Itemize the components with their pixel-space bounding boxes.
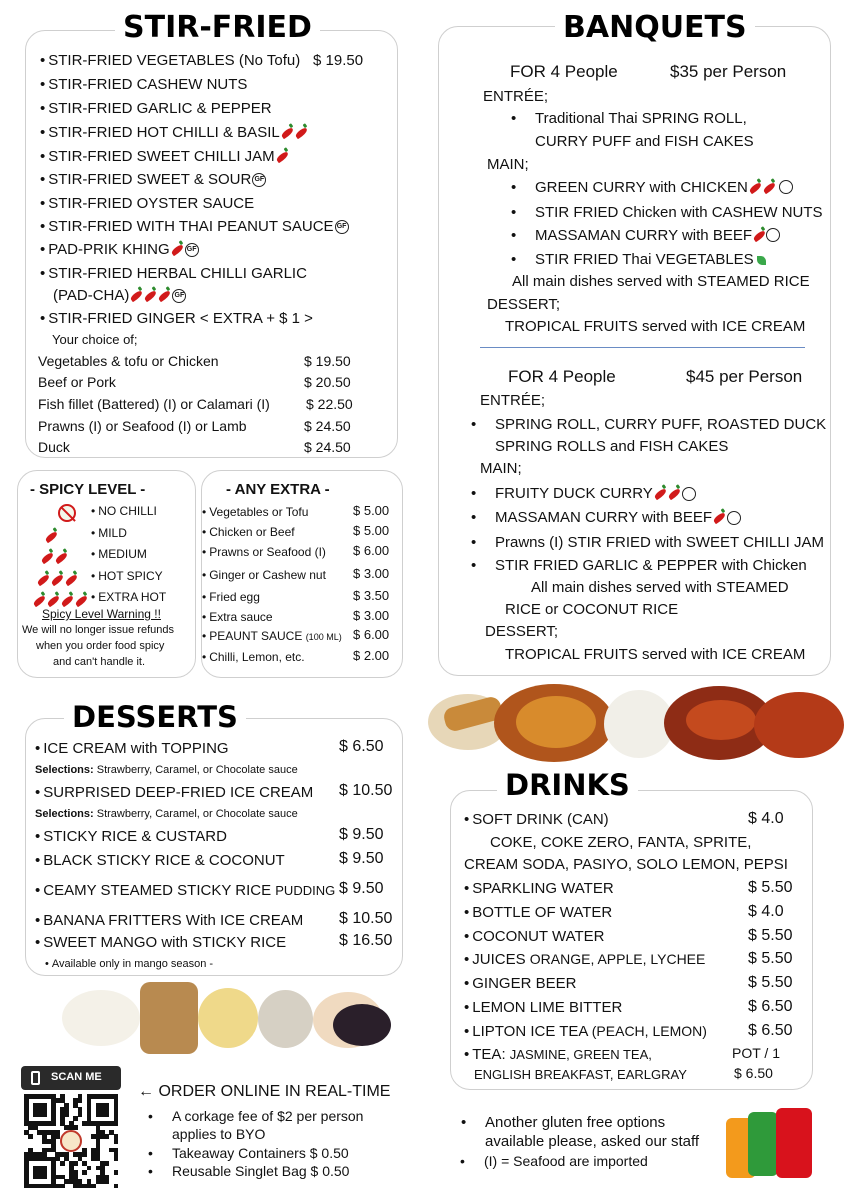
- chili-icon: [64, 574, 78, 586]
- drink-item-price: $ 5.50: [748, 879, 793, 896]
- banquet2-main-text: Prawns (I) STIR FRIED with SWEET CHILLI JAM: [495, 534, 824, 551]
- extra-item: [202, 590, 260, 604]
- corkage-note: • A corkage fee of $2 per person: [172, 1108, 363, 1124]
- drink-item: [464, 975, 576, 992]
- stir-fried-item: [40, 310, 313, 327]
- gluten-free-icon: GF: [185, 243, 199, 257]
- dessert-item: [35, 740, 229, 757]
- stir-fried-item-name: • STIR-FRIED GARLIC & PEPPER: [40, 100, 272, 117]
- tea-price-2: $ 6.50: [734, 1065, 773, 1081]
- extra-item-price: $ 6.00: [353, 543, 390, 558]
- extra-item: [202, 610, 273, 624]
- qr-module: [42, 1175, 47, 1180]
- drink-item-name: SPARKLING WATER: [472, 880, 614, 897]
- banquet1-main-label: MAIN;: [487, 156, 529, 173]
- dessert-item-price: $ 10.50: [339, 910, 393, 927]
- banquet2-dessert: TROPICAL FRUITS served with ICE CREAM: [505, 646, 806, 663]
- banquet1-entree-line-1: • Traditional Thai SPRING ROLL,: [535, 110, 747, 127]
- dessert-item-price: $ 9.50: [339, 826, 384, 843]
- banquet-divider: [480, 347, 805, 348]
- drink-item-price: $ 5.50: [748, 974, 793, 991]
- takeaway-note: • Takeaway Containers $ 0.50: [172, 1145, 349, 1161]
- extra-item-price: $ 3.00: [353, 608, 390, 623]
- stir-fried-item-name: • STIR-FRIED VEGETABLES (No Tofu): [40, 52, 300, 69]
- extra-item-price: $ 6.00: [353, 627, 390, 642]
- banquet1-main-item: [535, 227, 766, 244]
- chili-icon: [36, 574, 50, 586]
- stir-fried-item-name: • STIR-FRIED OYSTER SAUCE: [40, 195, 254, 212]
- chili-icon: [280, 127, 294, 139]
- stir-fried-item-name: • STIR-FRIED CASHEW NUTS: [40, 76, 247, 93]
- gluten-free-icon: GF: [252, 173, 266, 187]
- dessert-item: [35, 784, 313, 801]
- extra-item-name: Vegetables or Tofu: [209, 505, 309, 519]
- drink-item: [464, 951, 705, 968]
- banquet2-main-item: [495, 485, 696, 502]
- qr-module: [105, 1134, 110, 1139]
- stir-fried-item-name: • STIR-FRIED HOT CHILLI & BASIL: [40, 124, 280, 141]
- chili-icon: [44, 531, 58, 543]
- spicy-level-label: • HOT SPICY: [91, 569, 163, 583]
- spicy-level-icon: [32, 592, 88, 609]
- stir-fried-item-name: • STIR-FRIED SWEET & SOUR: [40, 171, 251, 188]
- drink-item: [464, 999, 622, 1016]
- banquet2-main-label: MAIN;: [480, 460, 522, 477]
- dessert-item-name: STICKY RICE & CUSTARD: [43, 828, 227, 845]
- gluten-free-icon: GF: [335, 220, 349, 234]
- qr-module: [114, 1121, 119, 1126]
- choice-name: Duck: [38, 439, 70, 455]
- banquet2-main-text: STIR FRIED GARLIC & PEPPER with Chicken: [495, 557, 807, 574]
- banquet1-rice-note: All main dishes served with STEAMED RICE: [512, 273, 810, 290]
- extra-item: [202, 650, 305, 664]
- qr-module: [73, 1161, 78, 1166]
- chili-icon: [275, 151, 289, 163]
- soft-drink-line-1: COKE, COKE ZERO, FANTA, SPRITE,: [490, 834, 752, 851]
- spicy-warning-title: Spicy Level Warning !!: [42, 607, 161, 621]
- drink-item: [464, 904, 612, 921]
- stir-fried-item: [40, 218, 349, 235]
- mango-season-note: • Available only in mango season -: [45, 958, 213, 970]
- stir-fried-item: [40, 195, 254, 212]
- stir-fried-title: STIR-FRIED: [115, 10, 320, 45]
- desserts-title: DESSERTS: [64, 700, 246, 734]
- qr-module: [114, 1170, 119, 1175]
- stir-fried-item: [40, 76, 247, 93]
- banquet2-main-text: MASSAMAN CURRY with BEEF: [495, 509, 712, 526]
- gluten-note-1: • Another gluten free options: [485, 1114, 665, 1131]
- choice-name: Beef or Pork: [38, 374, 116, 390]
- gluten-free-icon: [766, 228, 780, 242]
- dessert-item-name: BANANA FRITTERS With ICE CREAM: [43, 912, 304, 929]
- drink-item-name: GINGER BEER: [472, 975, 577, 992]
- drinks-title: DRINKS: [497, 768, 638, 802]
- banquet2-price: $45 per Person: [686, 367, 803, 386]
- dessert-item: [35, 882, 335, 899]
- extra-item-name: PEAUNT SAUCE: [209, 629, 303, 643]
- banquet1-dessert-label: DESSERT;: [487, 296, 561, 313]
- banquet1-price: $35 per Person: [670, 62, 787, 81]
- qr-module: [73, 1125, 78, 1130]
- no-chili-icon: [58, 504, 76, 522]
- dessert-item-price: $ 6.50: [339, 738, 384, 755]
- choice-label: Your choice of;: [52, 332, 138, 347]
- drink-item-price: $ 6.50: [748, 1022, 793, 1039]
- banquet1-entree-label: ENTRÉE;: [483, 88, 549, 105]
- banquet1-main-text: STIR FRIED Chicken with CASHEW NUTS: [535, 204, 823, 221]
- qr-module: [82, 1152, 87, 1157]
- drink-item-price: $ 5.50: [748, 950, 793, 967]
- spicy-level-icon: [40, 549, 68, 566]
- banquet1-entree-line-2: CURRY PUFF and FISH CAKES: [535, 133, 754, 150]
- extra-item-price: $ 3.00: [353, 566, 390, 581]
- choice-name: Vegetables & tofu or Chicken: [38, 353, 219, 369]
- banquet1-people: FOR 4 People: [510, 62, 618, 81]
- stir-fried-item-price: $ 19.50: [313, 52, 364, 69]
- chili-icon: [748, 182, 762, 194]
- extra-item-price: $ 2.00: [353, 648, 390, 663]
- drink-item: [464, 928, 604, 945]
- extra-item-note: (100 ML): [305, 632, 342, 642]
- dessert-item-price: $ 16.50: [339, 932, 393, 949]
- chili-icon: [762, 182, 776, 194]
- chili-icon: [60, 595, 74, 607]
- drink-item-detail: JASMINE, GREEN TEA,: [509, 1047, 652, 1062]
- qr-module: [60, 1161, 65, 1166]
- dessert-item-name: CEAMY STEAMED STICKY RICE: [43, 882, 272, 899]
- phone-icon: [31, 1071, 40, 1085]
- stir-fried-item: [40, 124, 308, 141]
- tea-line-2: ENGLISH BREAKFAST, EARLGRAY: [474, 1067, 687, 1082]
- stir-fried-item: [40, 171, 266, 188]
- drink-item: [464, 1023, 707, 1040]
- qr-module: [42, 1112, 47, 1117]
- chili-icon: [54, 552, 68, 564]
- drink-item-name: LIPTON ICE TEA: [472, 1023, 588, 1040]
- soda-cans-photo: [726, 1108, 816, 1182]
- chili-icon: [46, 595, 60, 607]
- qr-code[interactable]: [24, 1094, 118, 1188]
- chili-icon: [712, 512, 726, 524]
- qr-module: [114, 1139, 119, 1144]
- spicy-level-icon: [36, 571, 78, 588]
- spicy-warning-line-2: when you order food spicy: [36, 640, 165, 652]
- extra-item-price: $ 3.50: [353, 588, 390, 603]
- dessert-food-photo: [58, 980, 398, 1056]
- dessert-item: [35, 852, 285, 869]
- dessert-item-name: SWEET MANGO with STICKY RICE: [43, 934, 287, 951]
- chili-icon: [653, 488, 667, 500]
- qr-module: [105, 1179, 110, 1184]
- extra-item-name: Fried egg: [209, 590, 260, 604]
- drink-item: [464, 880, 614, 897]
- gluten-note-2: available please, asked our staff: [485, 1133, 700, 1150]
- extra-item-name: Extra sauce: [209, 610, 273, 624]
- gluten-free-icon: [682, 487, 696, 501]
- drink-item-price: $ 5.50: [748, 927, 793, 944]
- banquets-title: BANQUETS: [555, 10, 755, 45]
- spicy-level-label: • MEDIUM: [91, 547, 147, 561]
- banquet2-rice-line-1: All main dishes served with STEAMED: [531, 579, 789, 596]
- spicy-level-label: • NO CHILLI: [91, 504, 157, 518]
- chili-icon: [170, 244, 184, 256]
- chili-icon: [130, 290, 144, 302]
- banquet1-main-text: MASSAMAN CURRY with BEEF: [535, 227, 752, 244]
- qr-module: [64, 1112, 69, 1117]
- scan-me-label: SCAN ME: [51, 1071, 102, 1083]
- spicy-level-label: • EXTRA HOT: [91, 590, 166, 604]
- dessert-item: [35, 912, 303, 929]
- dessert-item-name: SURPRISED DEEP-FRIED ICE CREAM: [43, 784, 314, 801]
- chili-icon: [50, 574, 64, 586]
- extra-item-name: Chicken or Beef: [209, 525, 295, 539]
- extra-item-price: $ 5.00: [353, 503, 390, 518]
- stir-fried-item-name: • STIR-FRIED WITH THAI PEANUT SAUCE: [40, 218, 334, 235]
- choice-name: Prawns (I) or Seafood (I) or Lamb: [38, 418, 247, 434]
- qr-module: [114, 1157, 119, 1162]
- drink-item-price: $ 4.0: [748, 810, 784, 827]
- bag-note: • Reusable Singlet Bag $ 0.50: [172, 1163, 349, 1179]
- banquet1-dessert: TROPICAL FRUITS served with ICE CREAM: [505, 318, 806, 335]
- extra-item-price: $ 5.00: [353, 523, 390, 538]
- dessert-item-price: $ 9.50: [339, 880, 384, 897]
- dessert-item-name: ICE CREAM with TOPPING: [43, 740, 229, 757]
- drink-item: [464, 811, 609, 828]
- banquet1-main-text: STIR FRIED Thai VEGETABLES: [535, 251, 754, 268]
- drink-item-price: $ 4.0: [748, 903, 784, 920]
- qr-module: [51, 1121, 56, 1126]
- gluten-free-icon: [779, 180, 793, 194]
- gluten-free-icon: [727, 511, 741, 525]
- chili-icon: [158, 290, 172, 302]
- qr-module: [78, 1098, 83, 1103]
- gluten-free-icon: GF: [172, 289, 186, 303]
- chili-icon: [752, 230, 766, 242]
- banquet1-main-item: [535, 204, 823, 221]
- order-online-text[interactable]: ← ORDER ONLINE IN REAL-TIME: [138, 1083, 391, 1100]
- banquet-food-photo: [424, 680, 844, 764]
- dessert-selection-2: Selections: Strawberry, Caramel, or Chocolate sauce: [35, 808, 298, 820]
- banquet2-entree-line-1: • SPRING ROLL, CURRY PUFF, ROASTED DUCK: [495, 416, 826, 433]
- extra-item: [202, 505, 308, 519]
- vegetable-leaf-icon: [757, 256, 766, 265]
- banquet1-main-item: [535, 251, 766, 268]
- extra-item-name: Ginger or Cashew nut: [209, 568, 326, 582]
- banquet2-main-item: [495, 509, 741, 526]
- stir-fried-item-name: • STIR-FRIED HERBAL CHILLI GARLIC: [40, 265, 307, 282]
- dessert-item-name: BLACK STICKY RICE & COCONUT: [43, 852, 285, 869]
- dessert-item: [35, 934, 286, 951]
- banquet1-main-text: GREEN CURRY with CHICKEN: [535, 179, 748, 196]
- choice-price: $ 20.50: [304, 374, 351, 390]
- soft-drink-line-2: CREAM SODA, PASIYO, SOLO LEMON, PEPSI: [464, 856, 788, 873]
- banquet2-entree-label: ENTRÉE;: [480, 392, 546, 409]
- qr-module: [114, 1184, 119, 1189]
- seafood-note: • (I) = Seafood are imported: [484, 1153, 648, 1169]
- extra-item: [202, 525, 295, 539]
- banquet2-entree-line-2: SPRING ROLLS and FISH CAKES: [495, 438, 729, 455]
- chili-icon: [32, 595, 46, 607]
- stir-fried-item: [40, 52, 364, 69]
- drink-item: [464, 1046, 652, 1063]
- corkage-note-2: applies to BYO: [172, 1126, 266, 1142]
- stir-fried-item: [40, 148, 289, 165]
- qr-module: [105, 1112, 110, 1117]
- stir-fried-item: [40, 241, 199, 258]
- chili-icon: [40, 552, 54, 564]
- drink-item-detail: (PEACH, LEMON): [591, 1023, 707, 1039]
- extra-item-name: Chilli, Lemon, etc.: [209, 650, 305, 664]
- restaurant-logo-icon: [60, 1130, 82, 1152]
- drink-item-price: POT / 1: [732, 1045, 780, 1061]
- stir-fried-item-name: • STIR-FRIED GINGER < EXTRA + $ 1 >: [40, 310, 313, 327]
- dessert-item-price: $ 9.50: [339, 850, 384, 867]
- banquet2-main-item: [495, 557, 807, 574]
- banquet2-rice-line-2: RICE or COCONUT RICE: [505, 601, 679, 618]
- drink-item-detail: ORANGE, APPLE, LYCHEE: [529, 951, 706, 967]
- drink-item-name: BOTTLE OF WATER: [472, 904, 613, 921]
- qr-module: [60, 1184, 65, 1189]
- chili-icon: [74, 595, 88, 607]
- stir-fried-item: [40, 100, 272, 117]
- spicy-level-icon: [44, 528, 58, 545]
- qr-module: [28, 1134, 33, 1139]
- extra-item-name: Prawns or Seafood (I): [209, 545, 326, 559]
- dessert-item-name-small: PUDDING: [275, 883, 336, 898]
- stir-fried-item-name: • STIR-FRIED SWEET CHILLI JAM: [40, 148, 275, 165]
- qr-module: [105, 1161, 110, 1166]
- extra-item: [202, 568, 326, 582]
- drink-item-name: LEMON LIME BITTER: [472, 999, 623, 1016]
- choice-name: Fish fillet (Battered) (I) or Calamari (I): [38, 396, 270, 412]
- choice-price: $ 22.50: [306, 396, 353, 412]
- drink-item-name: COCONUT WATER: [472, 928, 605, 945]
- banquet1-main-item: [535, 179, 776, 196]
- dessert-selection-1: Selections: Strawberry, Caramel, or Chocolate sauce: [35, 764, 298, 776]
- choice-price: $ 19.50: [304, 353, 351, 369]
- spicy-level-title: - SPICY LEVEL -: [30, 481, 146, 498]
- extra-item: [202, 545, 326, 559]
- drink-item-price: $ 6.50: [748, 998, 793, 1015]
- spicy-warning-line-1: We will no longer issue refunds: [22, 624, 175, 636]
- banquet2-dessert-label: DESSERT;: [485, 623, 559, 640]
- banquet2-main-text: FRUITY DUCK CURRY: [495, 485, 653, 502]
- banquet2-main-item: [495, 534, 824, 551]
- scan-me-badge[interactable]: [21, 1066, 121, 1090]
- stir-fried-item-sub-text: (PAD-CHA): [53, 287, 130, 304]
- choice-price: $ 24.50: [304, 418, 351, 434]
- dessert-item-price: $ 10.50: [339, 782, 393, 799]
- spicy-warning-line-3: and can't handle it.: [53, 656, 146, 668]
- choice-price: $ 24.50: [304, 439, 351, 455]
- stir-fried-item-name: • PAD-PRIK KHING: [40, 241, 170, 258]
- qr-module: [73, 1116, 78, 1121]
- chili-icon: [144, 290, 158, 302]
- qr-module: [91, 1184, 96, 1189]
- drink-item-name: JUICES: [472, 951, 526, 968]
- dessert-item: [35, 828, 227, 845]
- stir-fried-item: [40, 265, 307, 282]
- chili-icon: [667, 488, 681, 500]
- chili-icon: [294, 127, 308, 139]
- banquet2-people: FOR 4 People: [508, 367, 616, 386]
- drink-item-name: SOFT DRINK (CAN): [472, 811, 609, 828]
- any-extra-title: - ANY EXTRA -: [226, 481, 330, 498]
- qr-module: [87, 1166, 92, 1171]
- drink-item-name: TEA:: [472, 1046, 506, 1063]
- spicy-level-label: • MILD: [91, 526, 127, 540]
- extra-item: [202, 629, 342, 643]
- spicy-level-icon: [48, 506, 66, 528]
- qr-module: [82, 1170, 87, 1175]
- stir-fried-item-sub: [53, 287, 186, 304]
- qr-module: [78, 1112, 83, 1117]
